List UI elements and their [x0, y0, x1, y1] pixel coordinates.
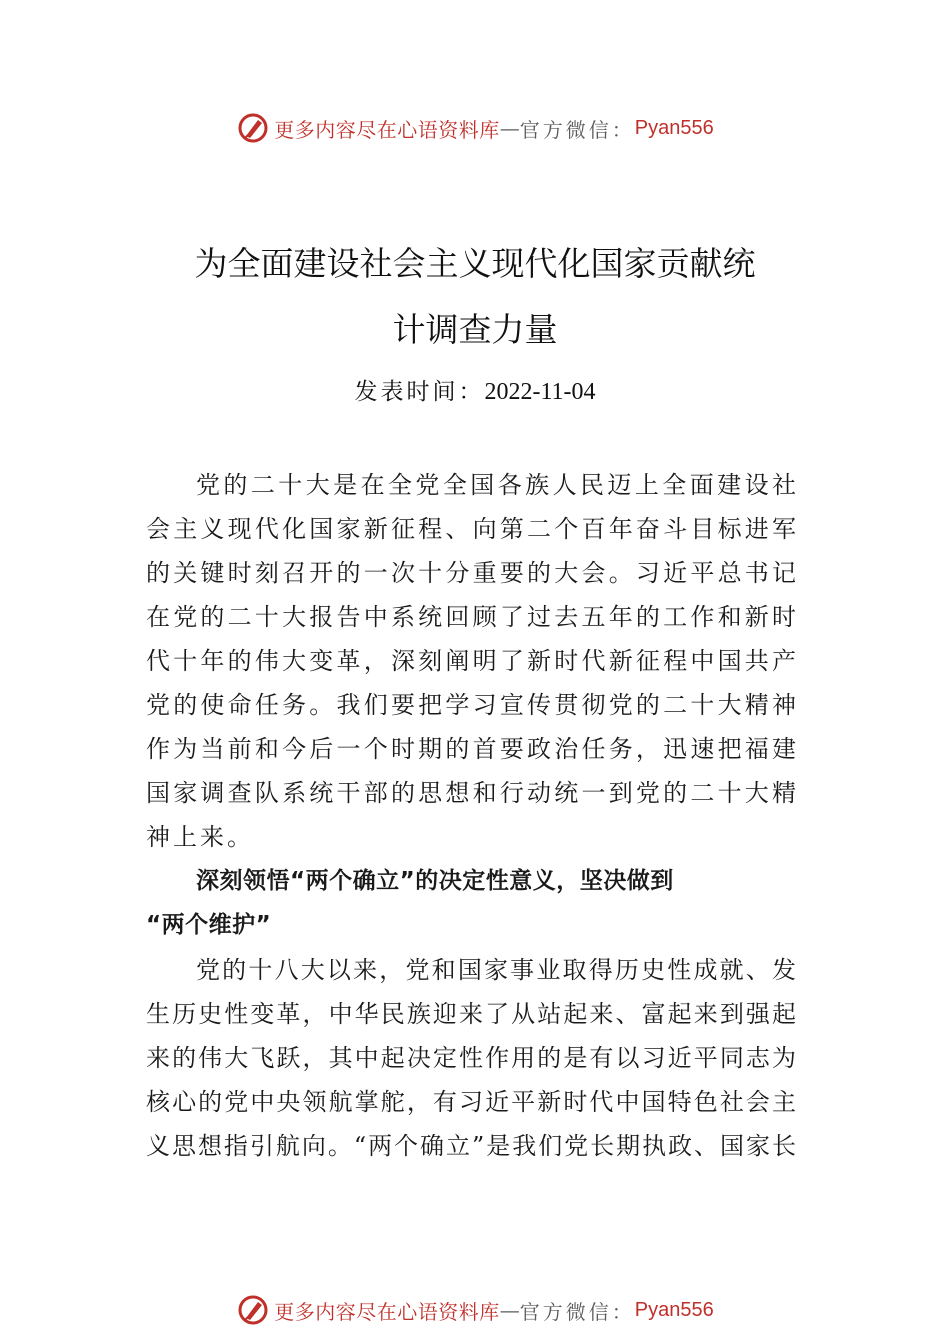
watermark-wechat-label: 官方微信：	[519, 1299, 635, 1324]
article-title-line-2: 计调查力量	[392, 310, 558, 349]
watermark-wechat-id: Pyan556	[634, 116, 714, 139]
paragraph-line: 国家调查队系统干部的思想和行动统一到党的二十大精	[146, 779, 796, 807]
paragraph-line: 在党的二十大报告中系统回顾了过去五年的工作和新时	[146, 603, 796, 631]
paragraph-2	[146, 948, 796, 1168]
publish-date-value: 2022-11-04	[484, 379, 596, 405]
paragraph-line: 神上来。	[146, 823, 254, 851]
pen-nib-logo-icon	[236, 1293, 270, 1327]
paragraph-line: 来的伟大飞跃，其中起决定性作用的是有以习近平同志为	[146, 1044, 796, 1072]
paragraph-line: 生历史性变革，中华民族迎来了从站起来、富起来到强起	[146, 1000, 796, 1028]
watermark-site-text: 更多内容尽在心语资料库	[274, 117, 500, 142]
section-heading	[146, 859, 796, 947]
paragraph-1	[146, 463, 796, 859]
watermark-dash: —	[499, 1298, 520, 1322]
paragraph-line: 党的十八大以来，党和国家事业取得历史性成就、发	[196, 956, 796, 984]
paragraph-line: 作为当前和今后一个时期的首要政治任务，迅速把福建	[146, 735, 796, 763]
section-heading-line-1: 深刻领悟“两个确立”的决定性意义，坚决做到	[196, 868, 674, 894]
paragraph-line: 的关键时刻召开的一次十分重要的大会。习近平总书记	[146, 559, 796, 587]
header-watermark	[0, 108, 950, 148]
publish-date	[0, 373, 950, 406]
article-title-line-1: 为全面建设社会主义现代化国家贡献统	[194, 244, 756, 283]
pen-nib-logo-icon	[236, 111, 270, 145]
footer-watermark	[0, 1290, 950, 1330]
paragraph-line: 核心的党中央领航掌舵，有习近平新时代中国特色社会主	[146, 1088, 796, 1116]
paragraph-line: 代十年的伟大变革，深刻阐明了新时代新征程中国共产	[146, 647, 796, 675]
watermark-site-text: 更多内容尽在心语资料库	[274, 1299, 500, 1324]
paragraph-line: 会主义现代化国家新征程、向第二个百年奋斗目标进军	[146, 515, 796, 543]
paragraph-line: 义思想指引航向。“两个确立”是我们党长期执政、国家长	[146, 1132, 796, 1160]
paragraph-line: 党的使命任务。我们要把学习宣传贯彻党的二十大精神	[146, 691, 796, 719]
watermark-wechat-label: 官方微信：	[519, 117, 635, 142]
watermark-dash: —	[499, 116, 520, 140]
section-heading-line-2: “两个维护”	[146, 912, 272, 938]
watermark-wechat-id: Pyan556	[634, 1298, 714, 1321]
paragraph-line: 党的二十大是在全党全国各族人民迈上全面建设社	[196, 471, 796, 499]
publish-date-label: 发表时间：	[354, 379, 485, 405]
